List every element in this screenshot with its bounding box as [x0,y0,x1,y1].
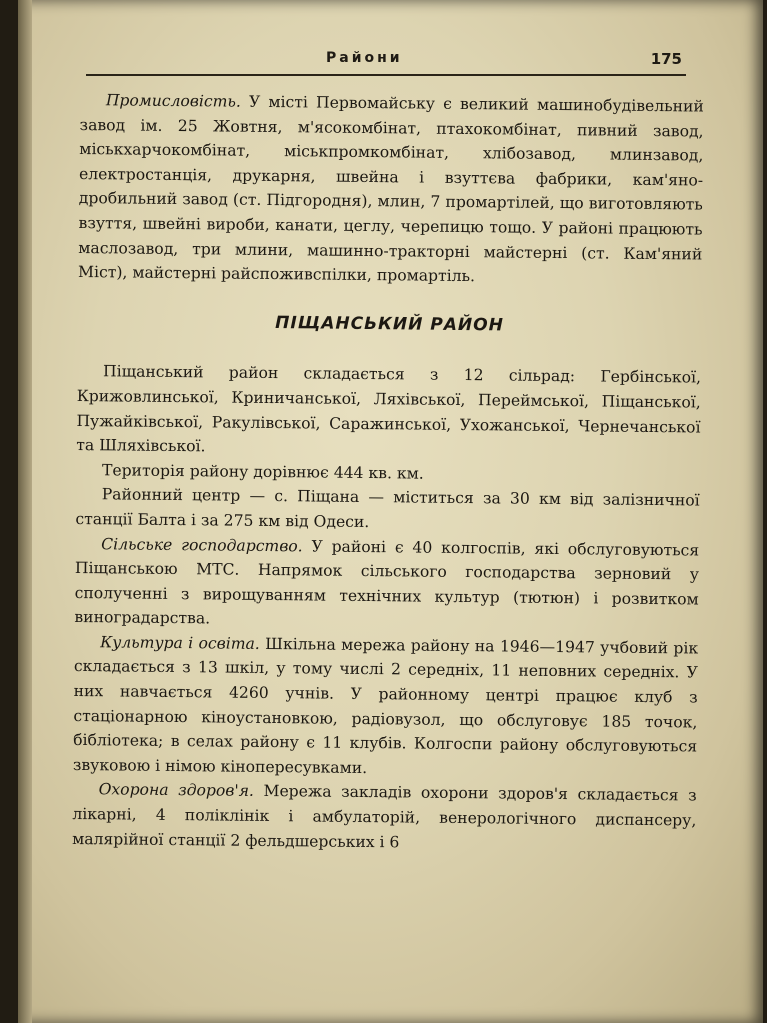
paragraph-text: Мережа закладів охорони здоров'я складається з лікарні, 4 поліклінік і амбулаторій, венерологічного диспансеру, малярійної станції 2 фельдшерських і 6 [72,782,697,852]
page-header [86,48,686,76]
paragraph-text: У районі є 40 колгоспів, які обслуговуються Піщанською МТС. Напрямок сільського господарства зерновий у сполученні з вирощуванням технічних культур (тютюн) і розвитком виноградарства. [74,536,700,628]
paragraph-text: Територія району дорівнює 444 кв. км. [101,460,424,483]
paragraph-lead: Сільське господарство. [101,534,303,555]
paragraph-agriculture [74,531,699,636]
paragraph-lead: Культура і освіта. [100,633,260,653]
running-head: Райони [326,50,403,66]
paragraph-text: Районний центр — с. Піщана — міститься за 30 км від залізничної станції Балта і за 275 км від Одеси. [75,485,700,531]
paragraph-health [72,777,697,857]
paragraph-text: Піщанський район складається з 12 сільрад: Гербінської, Крижовлинської, Криничанської, Ляхівської, Переймської, Піщанської, Пужайківської, Ракулівської, Саражинської, Ухожанської, Чернечанської та Шляхівської. [76,362,702,456]
paragraph-industry [78,88,704,291]
paragraph-culture [73,630,699,784]
paragraph-text: У місті Первомайську є великий машинобудівельний завод ім. 25 Жовтня, м'ясокомбінат, птахокомбінат, пивний завод, міськхарчокомбінат, міськпромкомбінат, хлібозавод, млинзавод, електростанція, друкарня, швейна і взуттєва фабрики, кам'яно-дробильний завод (ст. Підгородня), млин, 7 промартілей, що виготовляють взуття, швейні вироби, канати, цеглу, черепицю тощо. У районі працюють маслозавод, три млини, машинно-тракторні майстерні (ст. Кам'яний Міст), майстерні райспоживспілки, промартіль. [77,92,704,286]
paragraph-councils [76,359,701,464]
paragraph-lead: Промисловість. [105,91,241,111]
paragraph-lead: Охорона здоров'я. [98,780,255,801]
book-page [18,0,763,1023]
page-body [72,88,704,858]
page-gutter-edge [18,0,32,1023]
paragraph-text: Шкільна мережа району на 1946—1947 учбовий рік складається з 13 шкіл, у тому числі 2 середніх, 11 неповних середніх. У них навчається 4260 учнів. У районному центрі працює клуб з стаціонарною кіноустановкою, радіовузол, що обслуговує 185 точок, бібліотека; в селах району є 11 клубів. Колгоспи району обслуговуються звуковою і німою кінопересувками. [72,634,699,777]
section-title: ПІЩАНСЬКИЙ РАЙОН [275,312,504,336]
page-number: 175 [650,50,682,68]
paragraph-center [75,482,699,538]
